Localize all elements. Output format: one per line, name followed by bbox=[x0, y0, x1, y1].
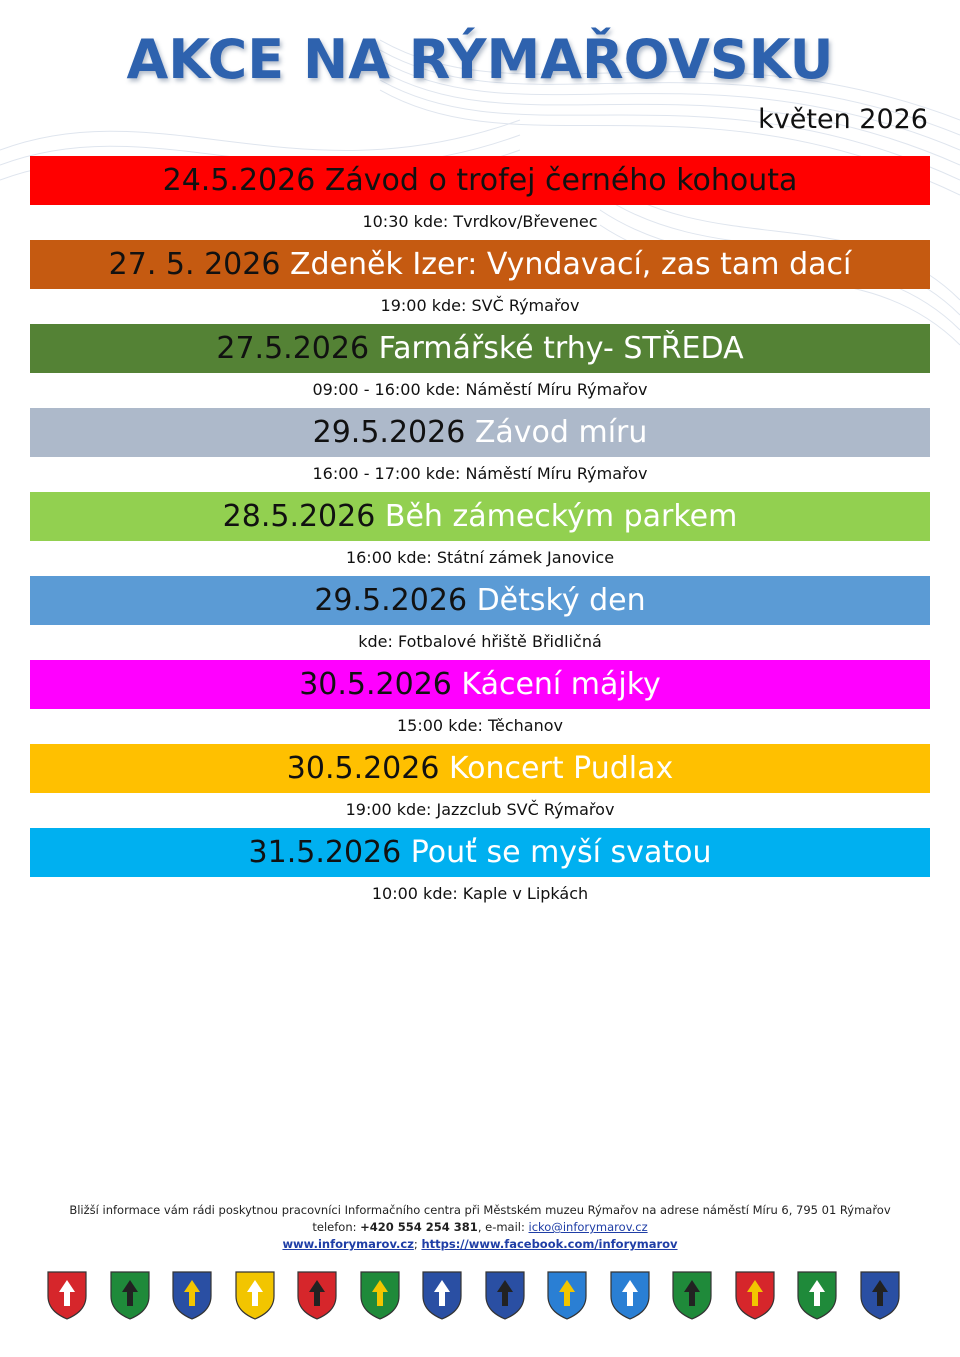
event-name: Závod míru bbox=[474, 415, 648, 450]
link-separator: ; bbox=[413, 1237, 422, 1251]
event-name: Běh zámeckým parkem bbox=[384, 499, 738, 534]
page-title: AKCE NA RÝMAŘOVSKU bbox=[126, 28, 834, 91]
event-name: Závod o trofej černého kohouta bbox=[324, 163, 798, 198]
event-title-bar bbox=[30, 156, 930, 205]
crest-icon-2 bbox=[109, 1270, 151, 1320]
crest-icon-8 bbox=[484, 1270, 526, 1320]
facebook-link[interactable]: https://www.facebook.com/inforymarov bbox=[421, 1237, 678, 1251]
event-name: Pouť se myší svatou bbox=[410, 835, 712, 870]
event-detail: 16:00 - 17:00 kde: Náměstí Míru Rýmařov bbox=[312, 464, 648, 483]
event-date: 24.5.2026 bbox=[162, 163, 316, 198]
event-detail: 09:00 - 16:00 kde: Náměstí Míru Rýmařov bbox=[312, 380, 648, 399]
event-title-bar bbox=[30, 828, 930, 877]
event-item bbox=[30, 660, 930, 744]
event-title-bar bbox=[30, 240, 930, 289]
footer-address: Bližší informace vám rádi poskytnou pracovníci Informačního centra při Městském muzeu Rýmařov na adrese náměstí Míru 6, 795 01 Rýmařov bbox=[69, 1203, 891, 1217]
event-detail: 10:30 kde: Tvrdkov/Břevenec bbox=[362, 212, 598, 231]
event-item bbox=[30, 828, 930, 912]
event-date: 30.5.2026 bbox=[286, 751, 440, 786]
event-date: 30.5.2026 bbox=[299, 667, 452, 702]
event-date: 31.5.2026 bbox=[248, 835, 402, 870]
event-title-bar bbox=[30, 660, 930, 709]
crest-icon-3 bbox=[171, 1270, 213, 1320]
event-date: 27. 5. 2026 bbox=[108, 247, 281, 282]
event-item bbox=[30, 744, 930, 828]
event-title-bar bbox=[30, 576, 930, 625]
email-link[interactable]: icko@inforymarov.cz bbox=[528, 1220, 648, 1234]
crest-icon-6 bbox=[359, 1270, 401, 1320]
event-title-bar bbox=[30, 324, 930, 373]
crest-icon-14 bbox=[859, 1270, 901, 1320]
event-date: 29.5.2026 bbox=[314, 583, 468, 618]
email-label: , e-mail: bbox=[477, 1220, 529, 1234]
event-detail: kde: Fotbalové hřiště Břidličná bbox=[358, 632, 602, 651]
event-item bbox=[30, 576, 930, 660]
crest-icon-1 bbox=[46, 1270, 88, 1320]
municipality-crests bbox=[44, 1270, 924, 1322]
event-name: Farmářské trhy- STŘEDA bbox=[378, 331, 744, 366]
crest-icon-4 bbox=[234, 1270, 276, 1320]
crest-icon-11 bbox=[671, 1270, 713, 1320]
event-name: Dětský den bbox=[476, 583, 646, 618]
event-detail: 19:00 kde: SVČ Rýmařov bbox=[380, 296, 580, 315]
footer-contact bbox=[0, 1219, 960, 1236]
event-title-bar bbox=[30, 492, 930, 541]
phone-label: telefon: bbox=[312, 1220, 361, 1234]
phone-number: +420 554 254 381 bbox=[360, 1220, 478, 1234]
crest-icon-5 bbox=[296, 1270, 338, 1320]
event-detail: 10:00 kde: Kaple v Lipkách bbox=[371, 884, 589, 903]
event-name: Zdeněk Izer: Vyndavací, zas tam dací bbox=[289, 247, 852, 282]
footer-info bbox=[0, 1202, 960, 1253]
event-item bbox=[30, 324, 930, 408]
website-link[interactable]: www.inforymarov.cz bbox=[282, 1237, 414, 1251]
event-name: Koncert Pudlax bbox=[449, 751, 674, 786]
crest-icon-9 bbox=[546, 1270, 588, 1320]
event-item bbox=[30, 492, 930, 576]
event-date: 28.5.2026 bbox=[222, 499, 376, 534]
footer-links bbox=[0, 1236, 960, 1253]
month-label: květen 2026 bbox=[758, 104, 928, 135]
crest-icon-7 bbox=[421, 1270, 463, 1320]
event-title-bar bbox=[30, 744, 930, 793]
event-detail: 16:00 kde: Státní zámek Janovice bbox=[345, 548, 615, 567]
event-item bbox=[30, 408, 930, 492]
event-title-bar bbox=[30, 408, 930, 457]
event-item bbox=[30, 240, 930, 324]
crest-icon-10 bbox=[609, 1270, 651, 1320]
event-detail: 19:00 kde: Jazzclub SVČ Rýmařov bbox=[345, 800, 615, 819]
crest-icon-13 bbox=[796, 1270, 838, 1320]
crest-icon-12 bbox=[734, 1270, 776, 1320]
event-name: Kácení májky bbox=[461, 667, 661, 702]
event-date: 29.5.2026 bbox=[312, 415, 466, 450]
event-detail: 15:00 kde: Těchanov bbox=[397, 716, 563, 735]
event-item bbox=[30, 156, 930, 240]
event-date: 27.5.2026 bbox=[216, 331, 370, 366]
event-list bbox=[30, 156, 930, 912]
